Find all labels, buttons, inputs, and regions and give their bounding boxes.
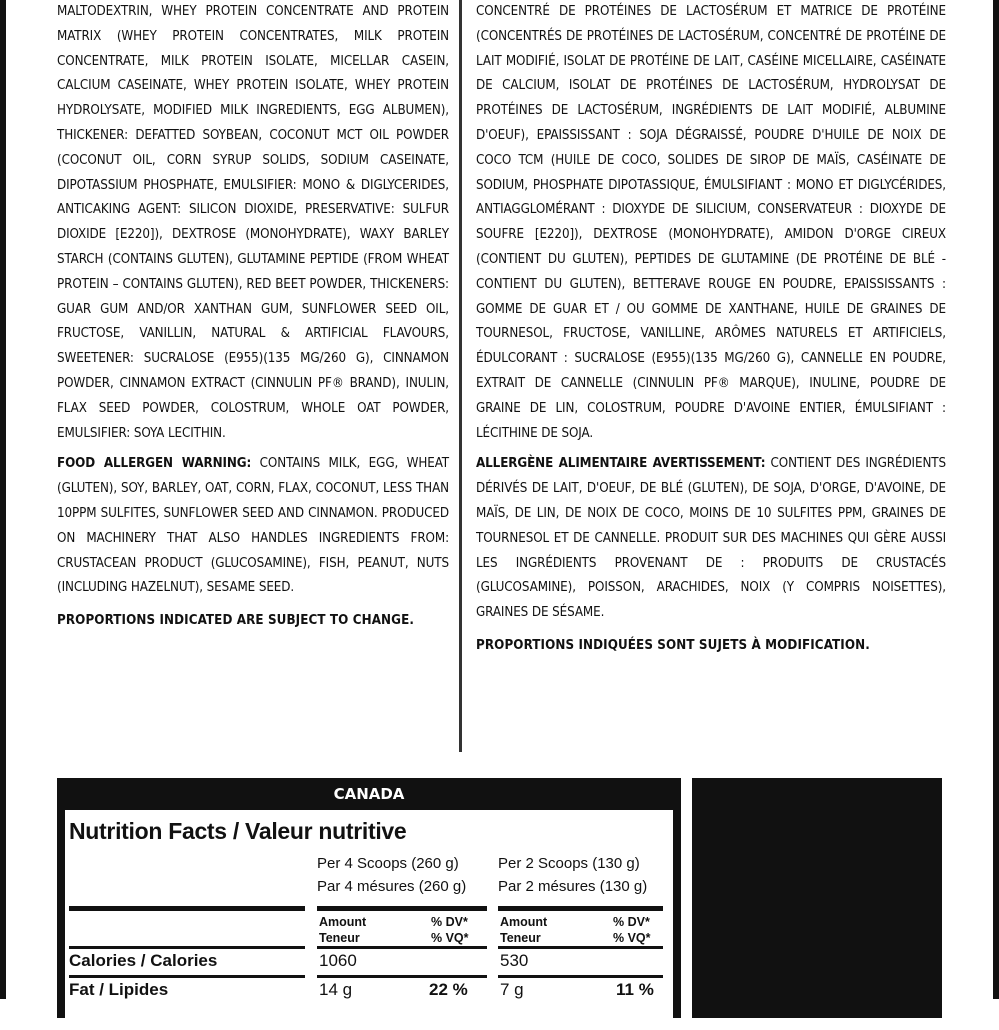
french-allergen-text: CONTIENT DES INGRÉDIENTS DÉRIVÉS DE LAIT, D'OEUF, DE BLÉ (GLUTEN), DE SOJA, D'ORGE, D'AVOINE, DE MAÏS, DE LIN, DE NOIX DE COCO, MOINS DE 10 SULFITES PPM, GRAINES DE TOURNESOL ET DE CANNELLE. PRODUIT SUR DES MACHINES QUI GÈRE AUSSI LES INGRÉDIENTS PROVENANT DE : PRODUITS DE CRUSTACÉS (GLUCOSAMINE), POISSON, ARACHIDES, NOIX (Y COMPRIS NOISETTES), GRAINES DE SÉSAME. xyxy=(476,456,946,621)
row-calories-label: Calories / Calories xyxy=(69,951,218,970)
french-ingredients: CONCENTRÉ DE PROTÉINES DE LACTOSÉRUM ET MATRICE DE PROTÉINE (CONCENTRÉS DE PROTÉINES DE LACTOSÉRUM, CONCENTRÉ DE PROTÉINE DE LAIT MODIFIÉ, ISOLAT DE PROTÉINE DE LAIT, CASÉINE MICELLAIRE, CASÉINATE DE CALCIUM, ISOLAT DE PROTÉINES DE LACTOSÉRUM, HYDROLYSAT DE PROTÉINES DE LACTOSÉRUM, INGRÉDIENTS DE LAIT MODIFIÉ, ALBUMINE D'OEUF), EPAISSISSANT : SOJA DÉGRAISSÉ, POUDRE D'HUILE DE NOIX DE COCO TCM (HUILE DE COCO, SOLIDES DE SIROP DE MAÏS, CASÉINATE DE SODIUM, PHOSPHATE DIPOTASSIQUE, ÉMULSIFIANT : MONO ET DIGLYCÉRIDES, ANTIAGGLOMÉRANT : DIOXYDE DE SILICIUM, CONSERVATEUR : DIOXYDE DE SOUFRE [E220]), DEXTROSE (MONOHYDRATE), AMIDON D'ORGE CIREUX (CONTIENT DU GLUTEN), PEPTIDES DE GLUTAMINE (DE PROTÉINE DE BLÉ - CONTIENT DU GLUTEN), BETTERAVE ROUGE EN POUDRE, EPAISSISSANTS : GOMME DE GUAR ET / OU GOMME DE XANTHANE, HUILE DE GRAINES DE TOURNESOL, FRUCTOSE, VANILLINE, ARÔMES NATURELS ET ARTIFICIELS, ÉDULCORANT : SUCRALOSE (E955)(135 MG/260 G), CANNELLE EN POUDRE, EXTRAIT DE CANNELLE (CINNULIN PF® MARQUE), INULINE, POUDRE DE GRAINE DE LIN, COLOSTRUM, POUDRE D'AVOINE ENTIER, ÉMULSIFIANT : LÉCITHINE DE SOJA. xyxy=(476,4,946,441)
nutrition-region-header: CANADA xyxy=(333,785,405,803)
dv-header-b xyxy=(613,914,651,946)
rule-calories-left xyxy=(69,975,305,978)
black-panel xyxy=(692,778,942,1018)
dv-fr-b: % VQ* xyxy=(613,931,651,945)
row-fat-a: 14 g xyxy=(319,980,353,999)
amount-en-a: Amount xyxy=(319,915,367,929)
serving-size-a-fr: Par 4 mésures (260 g) xyxy=(317,878,467,895)
dv-header-a xyxy=(431,914,469,946)
row-fat-a-dv: 22 % xyxy=(429,980,468,999)
nutrition-table xyxy=(65,810,673,1030)
english-allergen-label: FOOD ALLERGEN WARNING: xyxy=(57,456,252,472)
french-proportions-note: PROPORTIONS INDIQUÉES SONT SUJETS À MODIFICATION. xyxy=(476,637,870,653)
amount-fr-b: Teneur xyxy=(500,931,541,945)
dv-fr-a: % VQ* xyxy=(431,931,469,945)
french-allergen-label: ALLERGÈNE ALIMENTAIRE AVERTISSEMENT: xyxy=(476,456,766,472)
rule-after-header-b xyxy=(498,946,663,949)
row-calories-a: 1060 xyxy=(319,951,357,970)
nutrition-facts-panel xyxy=(57,778,681,1018)
amount-en-b: Amount xyxy=(500,915,548,929)
left-border xyxy=(0,0,6,999)
amount-header-b xyxy=(500,914,547,946)
dv-en-b: % DV* xyxy=(613,915,650,929)
thick-rule-left xyxy=(69,906,305,911)
column-divider xyxy=(459,0,462,752)
serving-size-b xyxy=(498,852,647,898)
rule-calories-a xyxy=(317,975,487,978)
english-ingredients: MALTODEXTRIN, WHEY PROTEIN CONCENTRATE AND PROTEIN MATRIX (WHEY PROTEIN CONCENTRATES, MILK PROTEIN CONCENTRATE, MILK PROTEIN ISOLATE, MICELLAR CASEIN, CALCIUM CASEINATE, WHEY PROTEIN ISOLATE, WHEY PROTEIN HYDROLYSATE, MODIFIED MILK INGREDIENTS, EGG ALBUMEN), THICKENER: DEFATTED SOYBEAN, COCONUT MCT OIL POWDER (COCONUT OIL, CORN SYRUP SOLIDS, SODIUM CASEINATE, DIPOTASSIUM PHOSPHATE, EMULSIFIER: MONO & DIGLYCERIDES, ANTICAKING AGENT: SILICON DIOXIDE, PRESERVATIVE: SULFUR DIOXIDE [E220]), DEXTROSE (MONOHYDRATE), WAXY BARLEY STARCH (CONTAINS GLUTEN), GLUTAMINE PEPTIDE (FROM WHEAT PROTEIN – CONTAINS GLUTEN), RED BEET POWDER, THICKENERS: GUAR GUM AND/OR XANTHAN GUM, SUNFLOWER SEED OIL, FRUCTOSE, VANILLIN, NATURAL & ARTIFICIAL FLAVOURS, SWEETENER: SUCRALOSE (E955)(135 MG/260 G), CINNAMON POWDER, CINNAMON EXTRACT (CINNULIN PF® BRAND), INULIN, FLAX SEED POWDER, COLOSTRUM, WHOLE OAT POWDER, EMULSIFIER: SOYA LECITHIN. xyxy=(57,4,449,441)
french-allergen-warning xyxy=(476,452,946,626)
serving-size-a-en: Per 4 Scoops (260 g) xyxy=(317,855,459,872)
rule-calories-b xyxy=(498,975,663,978)
english-allergen-text: CONTAINS MILK, EGG, WHEAT (GLUTEN), SOY, BARLEY, OAT, CORN, FLAX, COCONUT, LESS THAN 10PPM SULFITES, SUNFLOWER SEED AND CINNAMON. PRODUCED ON MACHINERY THAT ALSO HANDLES INGREDIENTS FROM: CRUSTACEAN PRODUCT (GLUCOSAMINE), FISH, PEANUT, NUTS (INCLUDING HAZELNUT), SESAME SEED. xyxy=(57,456,449,596)
nutrition-title: Nutrition Facts / Valeur nutritive xyxy=(69,818,407,844)
thick-rule-a xyxy=(317,906,487,911)
serving-size-a xyxy=(317,852,466,898)
serving-size-b-fr: Par 2 mésures (130 g) xyxy=(498,878,648,895)
french-column xyxy=(476,0,946,659)
english-proportions-note: PROPORTIONS INDICATED ARE SUBJECT TO CHANGE. xyxy=(57,613,414,629)
amount-header-a xyxy=(319,914,366,946)
row-calories-b: 530 xyxy=(500,951,529,970)
dv-en-a: % DV* xyxy=(431,915,468,929)
serving-size-b-en: Per 2 Scoops (130 g) xyxy=(498,855,640,872)
right-border xyxy=(993,0,999,999)
english-column xyxy=(57,0,449,634)
row-fat-b-dv: 11 % xyxy=(616,980,654,999)
row-fat-b: 7 g xyxy=(500,980,524,999)
amount-fr-a: Teneur xyxy=(319,931,360,945)
rule-after-header-a xyxy=(317,946,487,949)
row-fat-label: Fat / Lipides xyxy=(69,980,169,999)
rule-after-header-left xyxy=(69,946,305,949)
english-allergen-warning xyxy=(57,452,449,601)
thick-rule-b xyxy=(498,906,663,911)
